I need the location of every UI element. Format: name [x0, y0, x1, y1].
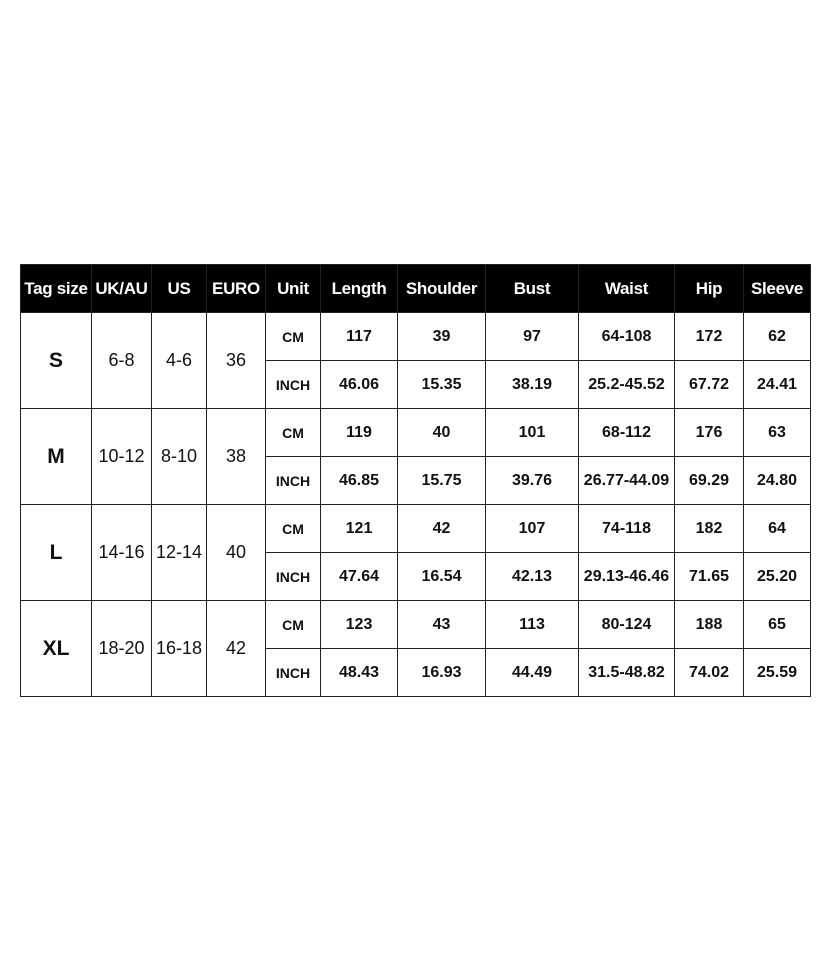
waist-cell: 29.13-46.46 — [579, 553, 675, 601]
bust-cell: 107 — [486, 505, 579, 553]
length-cell: 119 — [321, 409, 398, 457]
header-tag-size: Tag size — [21, 265, 92, 313]
unit-cell: INCH — [266, 553, 321, 601]
header-hip: Hip — [675, 265, 744, 313]
hip-cell: 188 — [675, 601, 744, 649]
header-unit: Unit — [266, 265, 321, 313]
uk-au-cell: 14-16 — [92, 505, 152, 601]
hip-cell: 69.29 — [675, 457, 744, 505]
hip-cell: 67.72 — [675, 361, 744, 409]
header-euro: EURO — [207, 265, 266, 313]
header-waist: Waist — [579, 265, 675, 313]
unit-cell: INCH — [266, 457, 321, 505]
table-row-l-cm — [21, 505, 811, 553]
sleeve-cell: 62 — [744, 313, 811, 361]
sleeve-cell: 24.80 — [744, 457, 811, 505]
sleeve-cell: 63 — [744, 409, 811, 457]
size-tag-cell: XL — [21, 601, 92, 697]
waist-cell: 64-108 — [579, 313, 675, 361]
euro-cell: 42 — [207, 601, 266, 697]
uk-au-cell: 18-20 — [92, 601, 152, 697]
shoulder-cell: 15.75 — [398, 457, 486, 505]
euro-cell: 36 — [207, 313, 266, 409]
unit-cell: CM — [266, 505, 321, 553]
sleeve-cell: 25.20 — [744, 553, 811, 601]
table-row-xl-cm — [21, 601, 811, 649]
length-cell: 47.64 — [321, 553, 398, 601]
unit-cell: CM — [266, 601, 321, 649]
uk-au-cell: 10-12 — [92, 409, 152, 505]
sleeve-cell: 65 — [744, 601, 811, 649]
header-uk-au: UK/AU — [92, 265, 152, 313]
euro-cell: 40 — [207, 505, 266, 601]
header-length: Length — [321, 265, 398, 313]
header-sleeve: Sleeve — [744, 265, 811, 313]
bust-cell: 38.19 — [486, 361, 579, 409]
shoulder-cell: 42 — [398, 505, 486, 553]
length-cell: 117 — [321, 313, 398, 361]
header-row — [21, 265, 811, 313]
us-cell: 16-18 — [152, 601, 207, 697]
hip-cell: 172 — [675, 313, 744, 361]
length-cell: 48.43 — [321, 649, 398, 697]
size-tag-cell: M — [21, 409, 92, 505]
sleeve-cell: 24.41 — [744, 361, 811, 409]
hip-cell: 71.65 — [675, 553, 744, 601]
shoulder-cell: 43 — [398, 601, 486, 649]
header-us: US — [152, 265, 207, 313]
us-cell: 4-6 — [152, 313, 207, 409]
uk-au-cell: 6-8 — [92, 313, 152, 409]
bust-cell: 101 — [486, 409, 579, 457]
hip-cell: 74.02 — [675, 649, 744, 697]
euro-cell: 38 — [207, 409, 266, 505]
bust-cell: 42.13 — [486, 553, 579, 601]
bust-cell: 44.49 — [486, 649, 579, 697]
unit-cell: CM — [266, 409, 321, 457]
table-row-s-cm — [21, 313, 811, 361]
shoulder-cell: 15.35 — [398, 361, 486, 409]
bust-cell: 97 — [486, 313, 579, 361]
unit-cell: INCH — [266, 649, 321, 697]
size-tag-cell: L — [21, 505, 92, 601]
hip-cell: 182 — [675, 505, 744, 553]
sleeve-cell: 25.59 — [744, 649, 811, 697]
waist-cell: 68-112 — [579, 409, 675, 457]
sleeve-cell: 64 — [744, 505, 811, 553]
unit-cell: INCH — [266, 361, 321, 409]
waist-cell: 25.2-45.52 — [579, 361, 675, 409]
header-bust: Bust — [486, 265, 579, 313]
size-chart-table — [20, 264, 811, 697]
shoulder-cell: 40 — [398, 409, 486, 457]
waist-cell: 80-124 — [579, 601, 675, 649]
shoulder-cell: 16.93 — [398, 649, 486, 697]
waist-cell: 26.77-44.09 — [579, 457, 675, 505]
bust-cell: 39.76 — [486, 457, 579, 505]
length-cell: 46.85 — [321, 457, 398, 505]
length-cell: 123 — [321, 601, 398, 649]
shoulder-cell: 39 — [398, 313, 486, 361]
us-cell: 8-10 — [152, 409, 207, 505]
length-cell: 46.06 — [321, 361, 398, 409]
size-tag-cell: S — [21, 313, 92, 409]
header-shoulder: Shoulder — [398, 265, 486, 313]
waist-cell: 74-118 — [579, 505, 675, 553]
table-row-m-cm — [21, 409, 811, 457]
shoulder-cell: 16.54 — [398, 553, 486, 601]
hip-cell: 176 — [675, 409, 744, 457]
unit-cell: CM — [266, 313, 321, 361]
us-cell: 12-14 — [152, 505, 207, 601]
bust-cell: 113 — [486, 601, 579, 649]
waist-cell: 31.5-48.82 — [579, 649, 675, 697]
length-cell: 121 — [321, 505, 398, 553]
